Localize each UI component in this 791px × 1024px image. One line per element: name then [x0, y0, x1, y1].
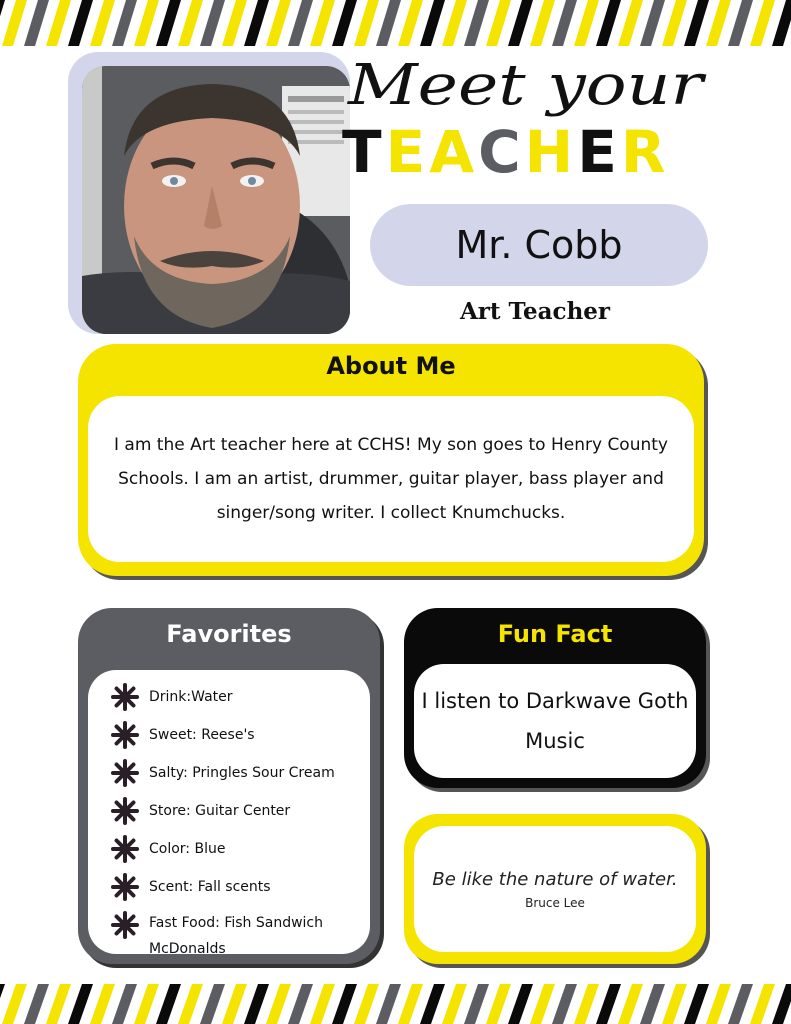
stripe	[46, 984, 71, 1024]
stripe	[552, 984, 577, 1024]
about-text: I am the Art teacher here at CCHS! My son goes to Henry County Schools. I am an artist, drummer, guitar player, bass player and singer/song writer. I collect Knumchucks.	[113, 435, 668, 523]
teacher-letter: T	[342, 118, 386, 186]
teacher-letter: A	[429, 118, 479, 186]
teacher-letter: H	[524, 118, 578, 186]
stripe	[772, 984, 791, 1024]
stripe	[420, 984, 445, 1024]
teacher-letter: E	[577, 118, 621, 186]
stripe	[222, 0, 247, 46]
quote-body	[414, 826, 696, 952]
stripe	[266, 0, 291, 46]
stripe	[574, 984, 599, 1024]
stripe	[442, 0, 467, 46]
stripe	[684, 984, 709, 1024]
stripe	[398, 0, 423, 46]
stripe	[112, 984, 137, 1024]
asterisk-icon	[110, 910, 140, 940]
stripe	[90, 984, 115, 1024]
asterisk-icon	[110, 720, 140, 750]
favorite-item	[110, 868, 370, 906]
asterisk-icon	[110, 872, 140, 902]
stripe-pattern-top	[0, 0, 791, 46]
teacher-name-pill	[370, 204, 708, 286]
stripe	[398, 984, 423, 1024]
teacher-portrait-icon	[82, 66, 350, 334]
stripe	[530, 984, 555, 1024]
asterisk-icon	[110, 758, 140, 788]
quote-author: Bruce Lee	[525, 895, 585, 910]
fun-fact-text: I listen to Darkwave Goth Music	[421, 689, 689, 753]
favorites-title: Favorites	[166, 620, 292, 648]
teacher-letter: C	[478, 118, 525, 186]
stripe	[156, 0, 181, 46]
stripe	[310, 984, 335, 1024]
stripe	[728, 984, 753, 1024]
stripe	[178, 984, 203, 1024]
teacher-letter: R	[620, 118, 670, 186]
stripe	[508, 0, 533, 46]
stripe	[574, 0, 599, 46]
stripe	[508, 984, 533, 1024]
stripe	[222, 984, 247, 1024]
stripe	[354, 0, 379, 46]
meet-your-text: Meet your	[346, 53, 707, 118]
stripe	[24, 984, 49, 1024]
stripe	[134, 984, 159, 1024]
teacher-name: Mr. Cobb	[455, 223, 623, 267]
stripe	[530, 0, 555, 46]
stripe	[288, 984, 313, 1024]
stripe	[90, 0, 115, 46]
stripe	[134, 0, 159, 46]
stripe	[2, 0, 27, 46]
bottom-stripe-border	[0, 984, 791, 1024]
stripe	[200, 984, 225, 1024]
stripe	[288, 0, 313, 46]
stripe	[464, 0, 489, 46]
stripe	[486, 984, 511, 1024]
stripe	[750, 984, 775, 1024]
stripe	[24, 0, 49, 46]
stripe	[266, 984, 291, 1024]
stripe	[552, 0, 577, 46]
stripe	[640, 984, 665, 1024]
stripe	[684, 0, 709, 46]
favorites-list	[110, 678, 370, 966]
stripe	[662, 0, 687, 46]
favorite-item	[110, 906, 370, 966]
stripe	[332, 0, 357, 46]
stripe	[750, 0, 775, 46]
favorite-item-text: Salty: Pringles Sour Cream	[149, 765, 335, 781]
stripe	[244, 0, 269, 46]
stripe	[618, 984, 643, 1024]
stripe	[112, 0, 137, 46]
favorite-item-text: Fast Food: Fish Sandwich McDonalds	[149, 915, 323, 957]
teacher-heading	[342, 120, 702, 184]
favorite-item-text: Drink:Water	[149, 689, 233, 705]
stripe	[354, 984, 379, 1024]
favorite-item-text: Sweet: Reese's	[149, 727, 255, 743]
stripe	[706, 984, 731, 1024]
asterisk-icon	[110, 834, 140, 864]
asterisk-icon	[110, 682, 140, 712]
favorite-item	[110, 792, 370, 830]
stripe	[486, 0, 511, 46]
stripe	[68, 984, 93, 1024]
favorite-item-text: Store: Guitar Center	[149, 803, 291, 819]
stripe	[596, 984, 621, 1024]
stripe-pattern-bottom	[0, 984, 791, 1024]
teacher-photo	[82, 66, 350, 334]
favorite-item	[110, 716, 370, 754]
meet-your-script	[340, 42, 720, 122]
top-stripe-border	[0, 0, 791, 46]
asterisk-icon	[110, 796, 140, 826]
favorite-item	[110, 830, 370, 868]
stripe	[640, 0, 665, 46]
stripe	[376, 984, 401, 1024]
about-body	[88, 396, 694, 562]
teacher-letter: E	[385, 118, 430, 186]
stripe	[156, 984, 181, 1024]
about-title: About Me	[326, 352, 456, 380]
stripe	[68, 0, 93, 46]
stripe	[662, 984, 687, 1024]
stripe	[310, 0, 335, 46]
stripe	[706, 0, 731, 46]
stripe	[178, 0, 203, 46]
stripe	[376, 0, 401, 46]
stripe	[728, 0, 753, 46]
stripe	[2, 984, 27, 1024]
favorite-item	[110, 754, 370, 792]
stripe	[772, 0, 791, 46]
stripe	[200, 0, 225, 46]
favorite-item-text: Scent: Fall scents	[149, 879, 271, 895]
stripe	[332, 984, 357, 1024]
stripe	[244, 984, 269, 1024]
stripe	[596, 0, 621, 46]
teacher-role: Art Teacher	[459, 298, 611, 325]
stripe	[464, 984, 489, 1024]
fun-fact-body	[414, 664, 696, 778]
stripe	[442, 984, 467, 1024]
favorite-item	[110, 678, 370, 716]
fun-fact-title: Fun Fact	[497, 620, 613, 648]
stripe	[46, 0, 71, 46]
stripe	[420, 0, 445, 46]
quote-text: Be like the nature of water.	[432, 868, 678, 890]
stripe	[618, 0, 643, 46]
favorite-item-text: Color: Blue	[149, 841, 226, 857]
